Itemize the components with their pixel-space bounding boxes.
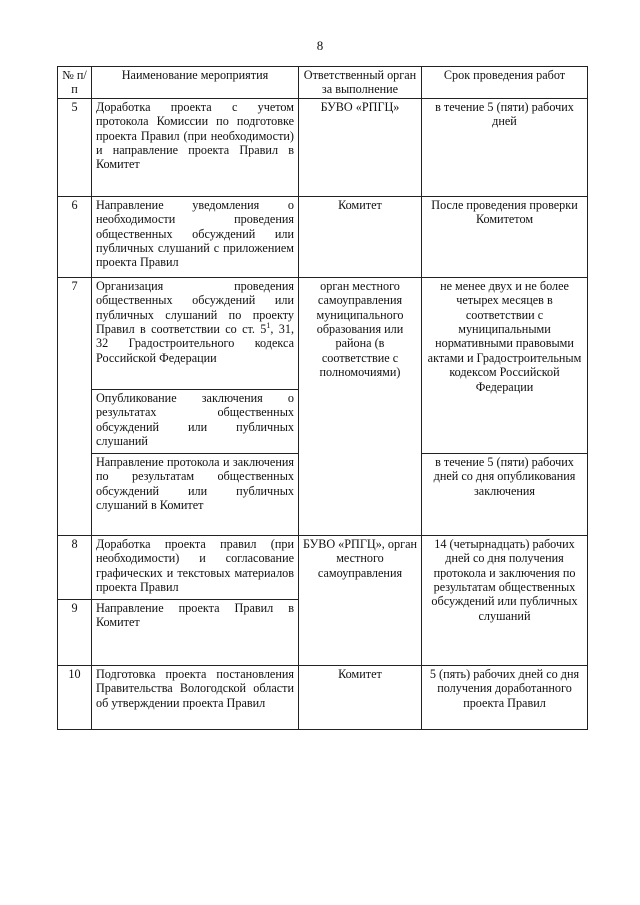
row-name-text-suffix: , 31, 32 Градостроительного кодекса Российской Федерации xyxy=(96,322,294,365)
row-deadline: После проведения проверки Комитетом xyxy=(422,196,588,277)
row-num: 10 xyxy=(58,665,92,729)
table-row xyxy=(58,665,588,729)
row-deadline: в течение 5 (пяти) рабочих дней xyxy=(422,98,588,196)
header-deadline: Срок проведения работ xyxy=(422,67,588,99)
table-row xyxy=(58,98,588,196)
row-num: 9 xyxy=(58,599,92,665)
header-num: № п/п xyxy=(58,67,92,99)
table-row xyxy=(58,196,588,277)
row-responsible: БУВО «РПГЦ» xyxy=(299,98,422,196)
row-deadline: в течение 5 (пяти) рабочих дней со дня опубликования заключения xyxy=(422,453,588,535)
row-responsible: БУВО «РПГЦ», орган местного самоуправления xyxy=(299,535,422,665)
row-name xyxy=(92,277,299,389)
table-row xyxy=(58,277,588,389)
row-num: 5 xyxy=(58,98,92,196)
header-name: Наименование мероприятия xyxy=(92,67,299,99)
row-name-superscript: 1 xyxy=(266,320,271,330)
row-name: Подготовка проекта постановления Правительства Вологодской области об утверждении проекта Правил xyxy=(92,665,299,729)
row-name: Опубликование заключения о результатах общественных обсуждений или публичных слушаний xyxy=(92,389,299,453)
row-name: Направление уведомления о необходимости проведения общественных обсуждений или публичных слушаний с приложением проекта Правил xyxy=(92,196,299,277)
page-number: 8 xyxy=(316,38,324,53)
table-header-row xyxy=(58,67,588,99)
row-name: Направление протокола и заключения по результатам общественных обсуждений или публичных слушаний в Комитет xyxy=(92,453,299,535)
header-responsible: Ответственный орган за выполнение xyxy=(299,67,422,99)
row-responsible: Комитет xyxy=(299,665,422,729)
row-responsible: орган местного самоуправления муниципального образования или района (в соответствие с полномочиями) xyxy=(299,277,422,535)
row-name: Направление проекта Правил в Комитет xyxy=(92,599,299,665)
row-name-text: Организация проведения общественных обсуждений или публичных слушаний по проекту Правил в соответствии со ст. 5 xyxy=(96,278,294,337)
row-num: 6 xyxy=(58,196,92,277)
row-deadline: 5 (пять) рабочих дней со дня получения доработанного проекта Правил xyxy=(422,665,588,729)
row-deadline: 14 (четырнадцать) рабочих дней со дня получения протокола и заключения по результатам общественных обсуждений или публичных слушаний xyxy=(422,535,588,665)
row-num: 7 xyxy=(58,277,92,535)
row-deadline: не менее двух и не более четырех месяцев в соответствии с муниципальными нормативными правовыми актами и Градостроительным кодексом Российской Федерации xyxy=(422,277,588,453)
row-num: 8 xyxy=(58,535,92,599)
row-name: Доработка проекта с учетом протокола Комиссии по подготовке проекта Правил (при необходимости) и направление проекта Правил в Комитет xyxy=(92,98,299,196)
row-responsible: Комитет xyxy=(299,196,422,277)
table-row xyxy=(58,535,588,599)
row-name: Доработка проекта правил (при необходимости) и согласование графических и текстовых материалов проекта Правил xyxy=(92,535,299,599)
events-table xyxy=(57,66,588,730)
